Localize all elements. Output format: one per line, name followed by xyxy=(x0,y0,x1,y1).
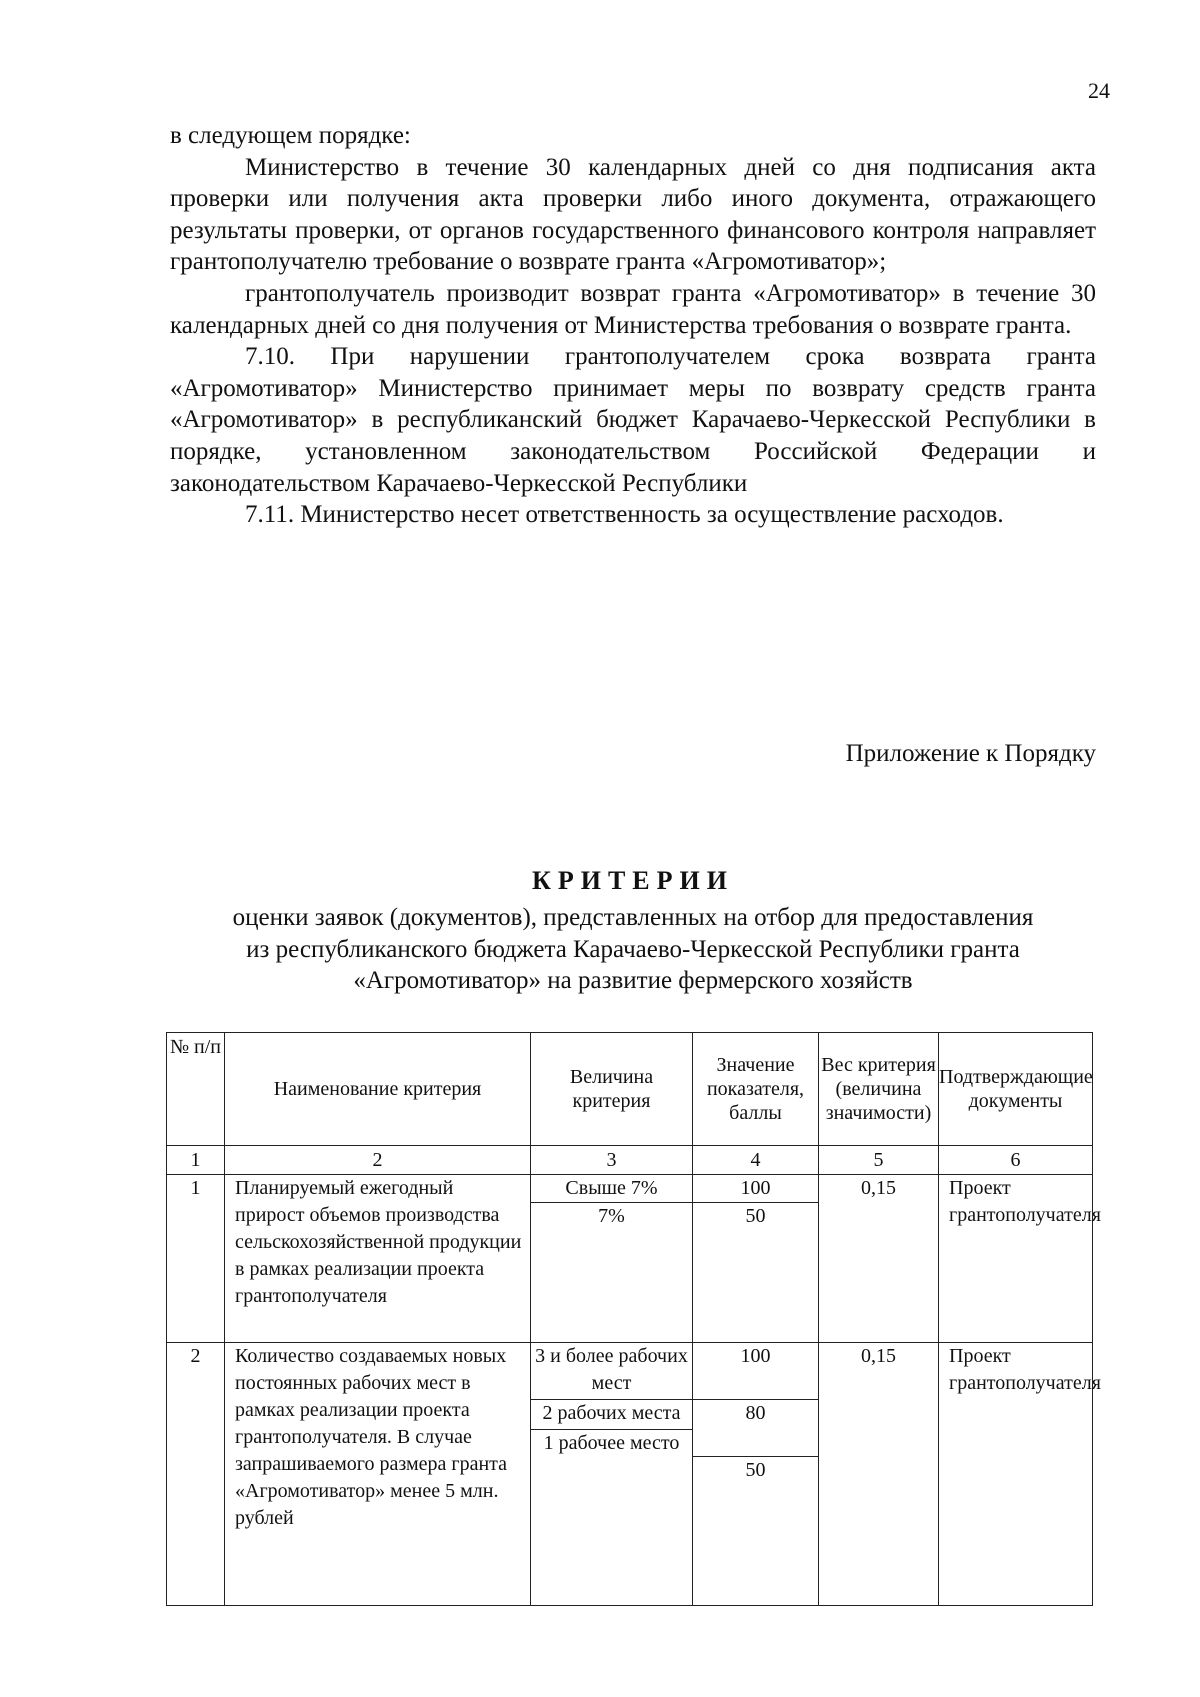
criterion-scores xyxy=(693,1343,819,1606)
subtitle-line: «Агромотиватор» на развитие фермерского хозяйств xyxy=(353,967,913,995)
criterion-name: Количество создаваемых новых постоянных рабочих мест в рамках реализации проекта грантополучателя. В случае запрашиваемого размера гранта «Агромотиватор» менее 5 млн. рублей xyxy=(225,1343,531,1606)
paragraph: 7.11. Министерство несет ответственность за осуществление расходов. xyxy=(245,501,1004,529)
criterion-weight: 0,15 xyxy=(819,1175,939,1343)
row-number: 2 xyxy=(167,1343,225,1606)
paragraph: Министерство в течение 30 календарных дней со дня подписания акта проверки или получения акта проверки либо иного документа, отражающего результаты проверки, от органов государственного финансового контроля направляет грантополучателю требование о возврате гранта «Агромотиватор»; xyxy=(170,153,1096,276)
supporting-documents: Проект грантополучателя xyxy=(939,1343,1093,1606)
body-text xyxy=(170,120,1096,531)
column-number: 5 xyxy=(819,1146,939,1175)
criterion-value: 2 рабочих места xyxy=(531,1400,692,1430)
criterion-scores xyxy=(693,1175,819,1343)
column-number: 1 xyxy=(167,1146,225,1175)
paragraph: в следующем порядке: xyxy=(170,122,411,149)
header-cell: Величина критерия xyxy=(531,1033,693,1146)
column-number: 4 xyxy=(693,1146,819,1175)
criterion-values xyxy=(531,1175,693,1343)
header-cell: Подтверждающие документы xyxy=(939,1033,1093,1146)
page-number: 24 xyxy=(1088,78,1110,103)
criteria-title: КРИТЕРИИ xyxy=(532,866,734,895)
header-cell: Значение показателя, баллы xyxy=(693,1033,819,1146)
header-cell: № п/п xyxy=(167,1033,225,1146)
score-value: 100 xyxy=(693,1175,818,1203)
row-number: 1 xyxy=(167,1175,225,1343)
criterion-values xyxy=(531,1343,693,1606)
subtitle-line: оценки заявок (документов), представленных на отбор для предоставления xyxy=(232,904,1034,931)
column-number: 3 xyxy=(531,1146,693,1175)
table-header-row xyxy=(167,1033,1093,1146)
score-value: 100 xyxy=(693,1343,818,1400)
supporting-documents: Проект грантополучателя xyxy=(939,1175,1093,1343)
criterion-value: 3 и более рабочих мест xyxy=(531,1343,692,1400)
column-number: 2 xyxy=(225,1146,531,1175)
criterion-weight: 0,15 xyxy=(819,1343,939,1606)
column-number-row xyxy=(167,1146,1093,1175)
column-number: 6 xyxy=(939,1146,1093,1175)
subtitle-line: из республиканского бюджета Карачаево-Черкесской Республики гранта xyxy=(246,935,1020,963)
criteria-table xyxy=(166,1032,1101,1606)
criterion-value: 7% xyxy=(598,1205,625,1227)
header-cell: Наименование критерия xyxy=(225,1033,531,1146)
header-cell: Вес критерия (величина значимости) xyxy=(819,1033,939,1146)
paragraph: 7.10. При нарушении грантополучателем срока возврата гранта «Агромотиватор» Министерство принимает меры по возврату средств гранта «Агромотиватор» в республиканский бюджет Карачаево-Черкесской Республики в порядке, установленном законодательством Российской Федерации и законодательством Карачаево-Черкесской Республики xyxy=(170,343,1096,497)
criteria-subtitle xyxy=(150,902,1116,997)
table-row xyxy=(167,1175,1093,1343)
appendix-label: Приложение к Порядку xyxy=(845,740,1096,767)
table-row xyxy=(167,1343,1093,1606)
score-value: 80 xyxy=(693,1400,818,1457)
criterion-value: 1 рабочее место xyxy=(543,1432,680,1454)
paragraph: грантополучатель производит возврат гранта «Агромотиватор» в течение 30 календарных дней со дня получения от Министерства требования о возврате гранта. xyxy=(170,279,1096,339)
score-value: 50 xyxy=(745,1205,766,1227)
criterion-value: Свыше 7% xyxy=(531,1175,692,1203)
criterion-name: Планируемый ежегодный прирост объемов производства сельскохозяйственной продукции в рамках реализации проекта грантополучателя xyxy=(225,1175,531,1343)
score-value: 50 xyxy=(745,1459,766,1481)
